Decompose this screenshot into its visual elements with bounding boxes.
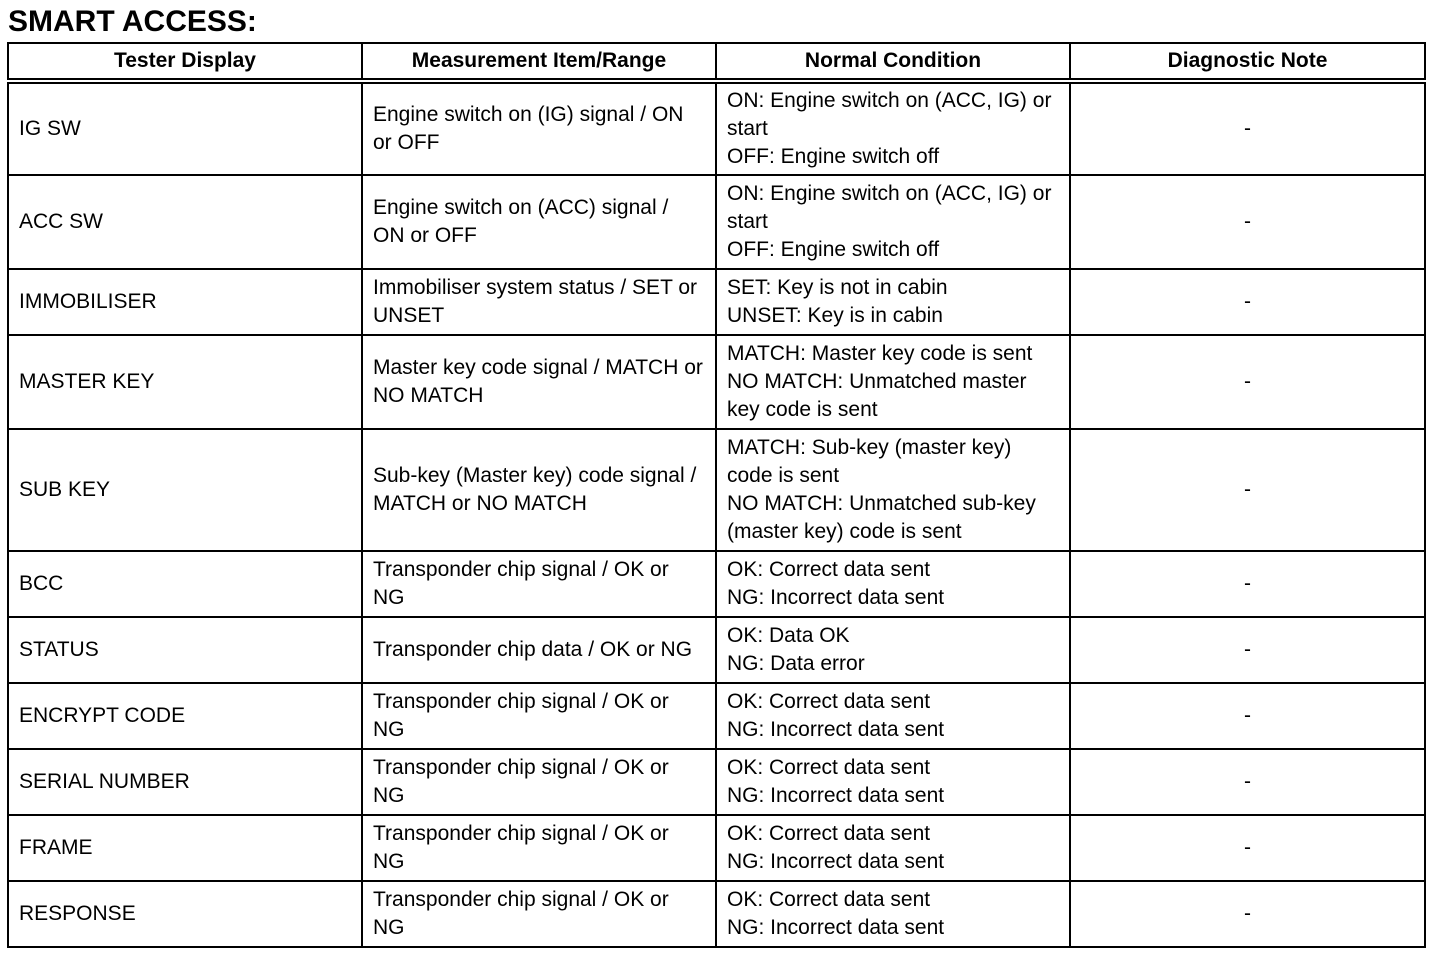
normal-condition-line: NO MATCH: Unmatched sub-key (master key) code is sent <box>727 492 1036 543</box>
normal-condition-line: NG: Incorrect data sent <box>727 718 945 741</box>
measurement-cell: Transponder chip signal / OK or NG <box>362 881 716 947</box>
table-row <box>8 175 1425 269</box>
normal-condition-line: NG: Incorrect data sent <box>727 850 945 873</box>
normal-condition-line: OK: Correct data sent <box>727 822 931 845</box>
tester-display-cell: SERIAL NUMBER <box>8 749 362 815</box>
normal-condition-line: SET: Key is not in cabin <box>727 276 948 299</box>
normal-condition-cell <box>716 81 1070 175</box>
table-row <box>8 749 1425 815</box>
header-diagnostic-note: Diagnostic Note <box>1070 43 1425 81</box>
tester-display-cell: RESPONSE <box>8 881 362 947</box>
table-row <box>8 269 1425 335</box>
normal-condition-line: OK: Correct data sent <box>727 888 931 911</box>
diagnostic-note-cell: - <box>1070 815 1425 881</box>
measurement-cell: Engine switch on (ACC) signal / ON or OFF <box>362 175 716 269</box>
diagnostic-note-cell: - <box>1070 269 1425 335</box>
normal-condition-cell <box>716 335 1070 429</box>
table-row <box>8 881 1425 947</box>
normal-condition-line: OFF: Engine switch off <box>727 145 940 168</box>
measurement-cell: Transponder chip signal / OK or NG <box>362 683 716 749</box>
page-title: SMART ACCESS: <box>8 5 257 38</box>
normal-condition-cell <box>716 749 1070 815</box>
table-row <box>8 551 1425 617</box>
table-header <box>8 43 1425 81</box>
header-tester-display: Tester Display <box>8 43 362 81</box>
tester-display-cell: IG SW <box>8 81 362 175</box>
normal-condition-line: ON: Engine switch on (ACC, IG) or start <box>727 182 1052 233</box>
normal-condition-cell <box>716 551 1070 617</box>
diagnostic-note-cell: - <box>1070 617 1425 683</box>
tester-display-cell: SUB KEY <box>8 429 362 551</box>
normal-condition-cell <box>716 175 1070 269</box>
tester-display-cell: IMMOBILISER <box>8 269 362 335</box>
normal-condition-line: OK: Correct data sent <box>727 690 931 713</box>
measurement-cell: Transponder chip data / OK or NG <box>362 617 716 683</box>
table-body <box>8 81 1425 947</box>
measurement-cell: Immobiliser system status / SET or UNSET <box>362 269 716 335</box>
header-measurement-item: Measurement Item/Range <box>362 43 716 81</box>
normal-condition-cell <box>716 683 1070 749</box>
diagnostic-note-cell: - <box>1070 551 1425 617</box>
measurement-cell: Master key code signal / MATCH or NO MATCH <box>362 335 716 429</box>
diagnostic-note-cell: - <box>1070 429 1425 551</box>
normal-condition-line: MATCH: Master key code is sent <box>727 342 1033 365</box>
table-row <box>8 683 1425 749</box>
normal-condition-cell <box>716 881 1070 947</box>
measurement-cell: Sub-key (Master key) code signal / MATCH or NO MATCH <box>362 429 716 551</box>
normal-condition-line: NG: Data error <box>727 652 865 675</box>
tester-display-cell: FRAME <box>8 815 362 881</box>
measurement-cell: Transponder chip signal / OK or NG <box>362 551 716 617</box>
tester-display-cell: ACC SW <box>8 175 362 269</box>
tester-display-cell: STATUS <box>8 617 362 683</box>
normal-condition-cell <box>716 429 1070 551</box>
measurement-cell: Transponder chip signal / OK or NG <box>362 815 716 881</box>
measurement-cell: Transponder chip signal / OK or NG <box>362 749 716 815</box>
table-row <box>8 617 1425 683</box>
tester-display-cell: BCC <box>8 551 362 617</box>
normal-condition-line: UNSET: Key is in cabin <box>727 304 943 327</box>
measurement-cell: Engine switch on (IG) signal / ON or OFF <box>362 81 716 175</box>
table-row <box>8 335 1425 429</box>
normal-condition-line: NG: Incorrect data sent <box>727 586 945 609</box>
smart-access-table <box>7 42 1426 948</box>
diagnostic-note-cell: - <box>1070 81 1425 175</box>
diagnostic-note-cell: - <box>1070 683 1425 749</box>
tester-display-cell: MASTER KEY <box>8 335 362 429</box>
diagnostic-note-cell: - <box>1070 881 1425 947</box>
normal-condition-line: ON: Engine switch on (ACC, IG) or start <box>727 89 1052 140</box>
diagnostic-note-cell: - <box>1070 175 1425 269</box>
header-row <box>8 43 1425 81</box>
normal-condition-line: OK: Data OK <box>727 624 850 647</box>
normal-condition-cell <box>716 815 1070 881</box>
diagnostic-note-cell: - <box>1070 335 1425 429</box>
normal-condition-cell <box>716 617 1070 683</box>
header-normal-condition: Normal Condition <box>716 43 1070 81</box>
normal-condition-line: NG: Incorrect data sent <box>727 784 945 807</box>
table-row <box>8 81 1425 175</box>
normal-condition-line: OK: Correct data sent <box>727 756 931 779</box>
table-row <box>8 815 1425 881</box>
tester-display-cell: ENCRYPT CODE <box>8 683 362 749</box>
normal-condition-line: OK: Correct data sent <box>727 558 931 581</box>
normal-condition-line: MATCH: Sub-key (master key) code is sent <box>727 436 1012 487</box>
normal-condition-line: OFF: Engine switch off <box>727 238 940 261</box>
table-row <box>8 429 1425 551</box>
diagnostic-note-cell: - <box>1070 749 1425 815</box>
normal-condition-line: NG: Incorrect data sent <box>727 916 945 939</box>
normal-condition-cell <box>716 269 1070 335</box>
normal-condition-line: NO MATCH: Unmatched master key code is sent <box>727 370 1027 421</box>
